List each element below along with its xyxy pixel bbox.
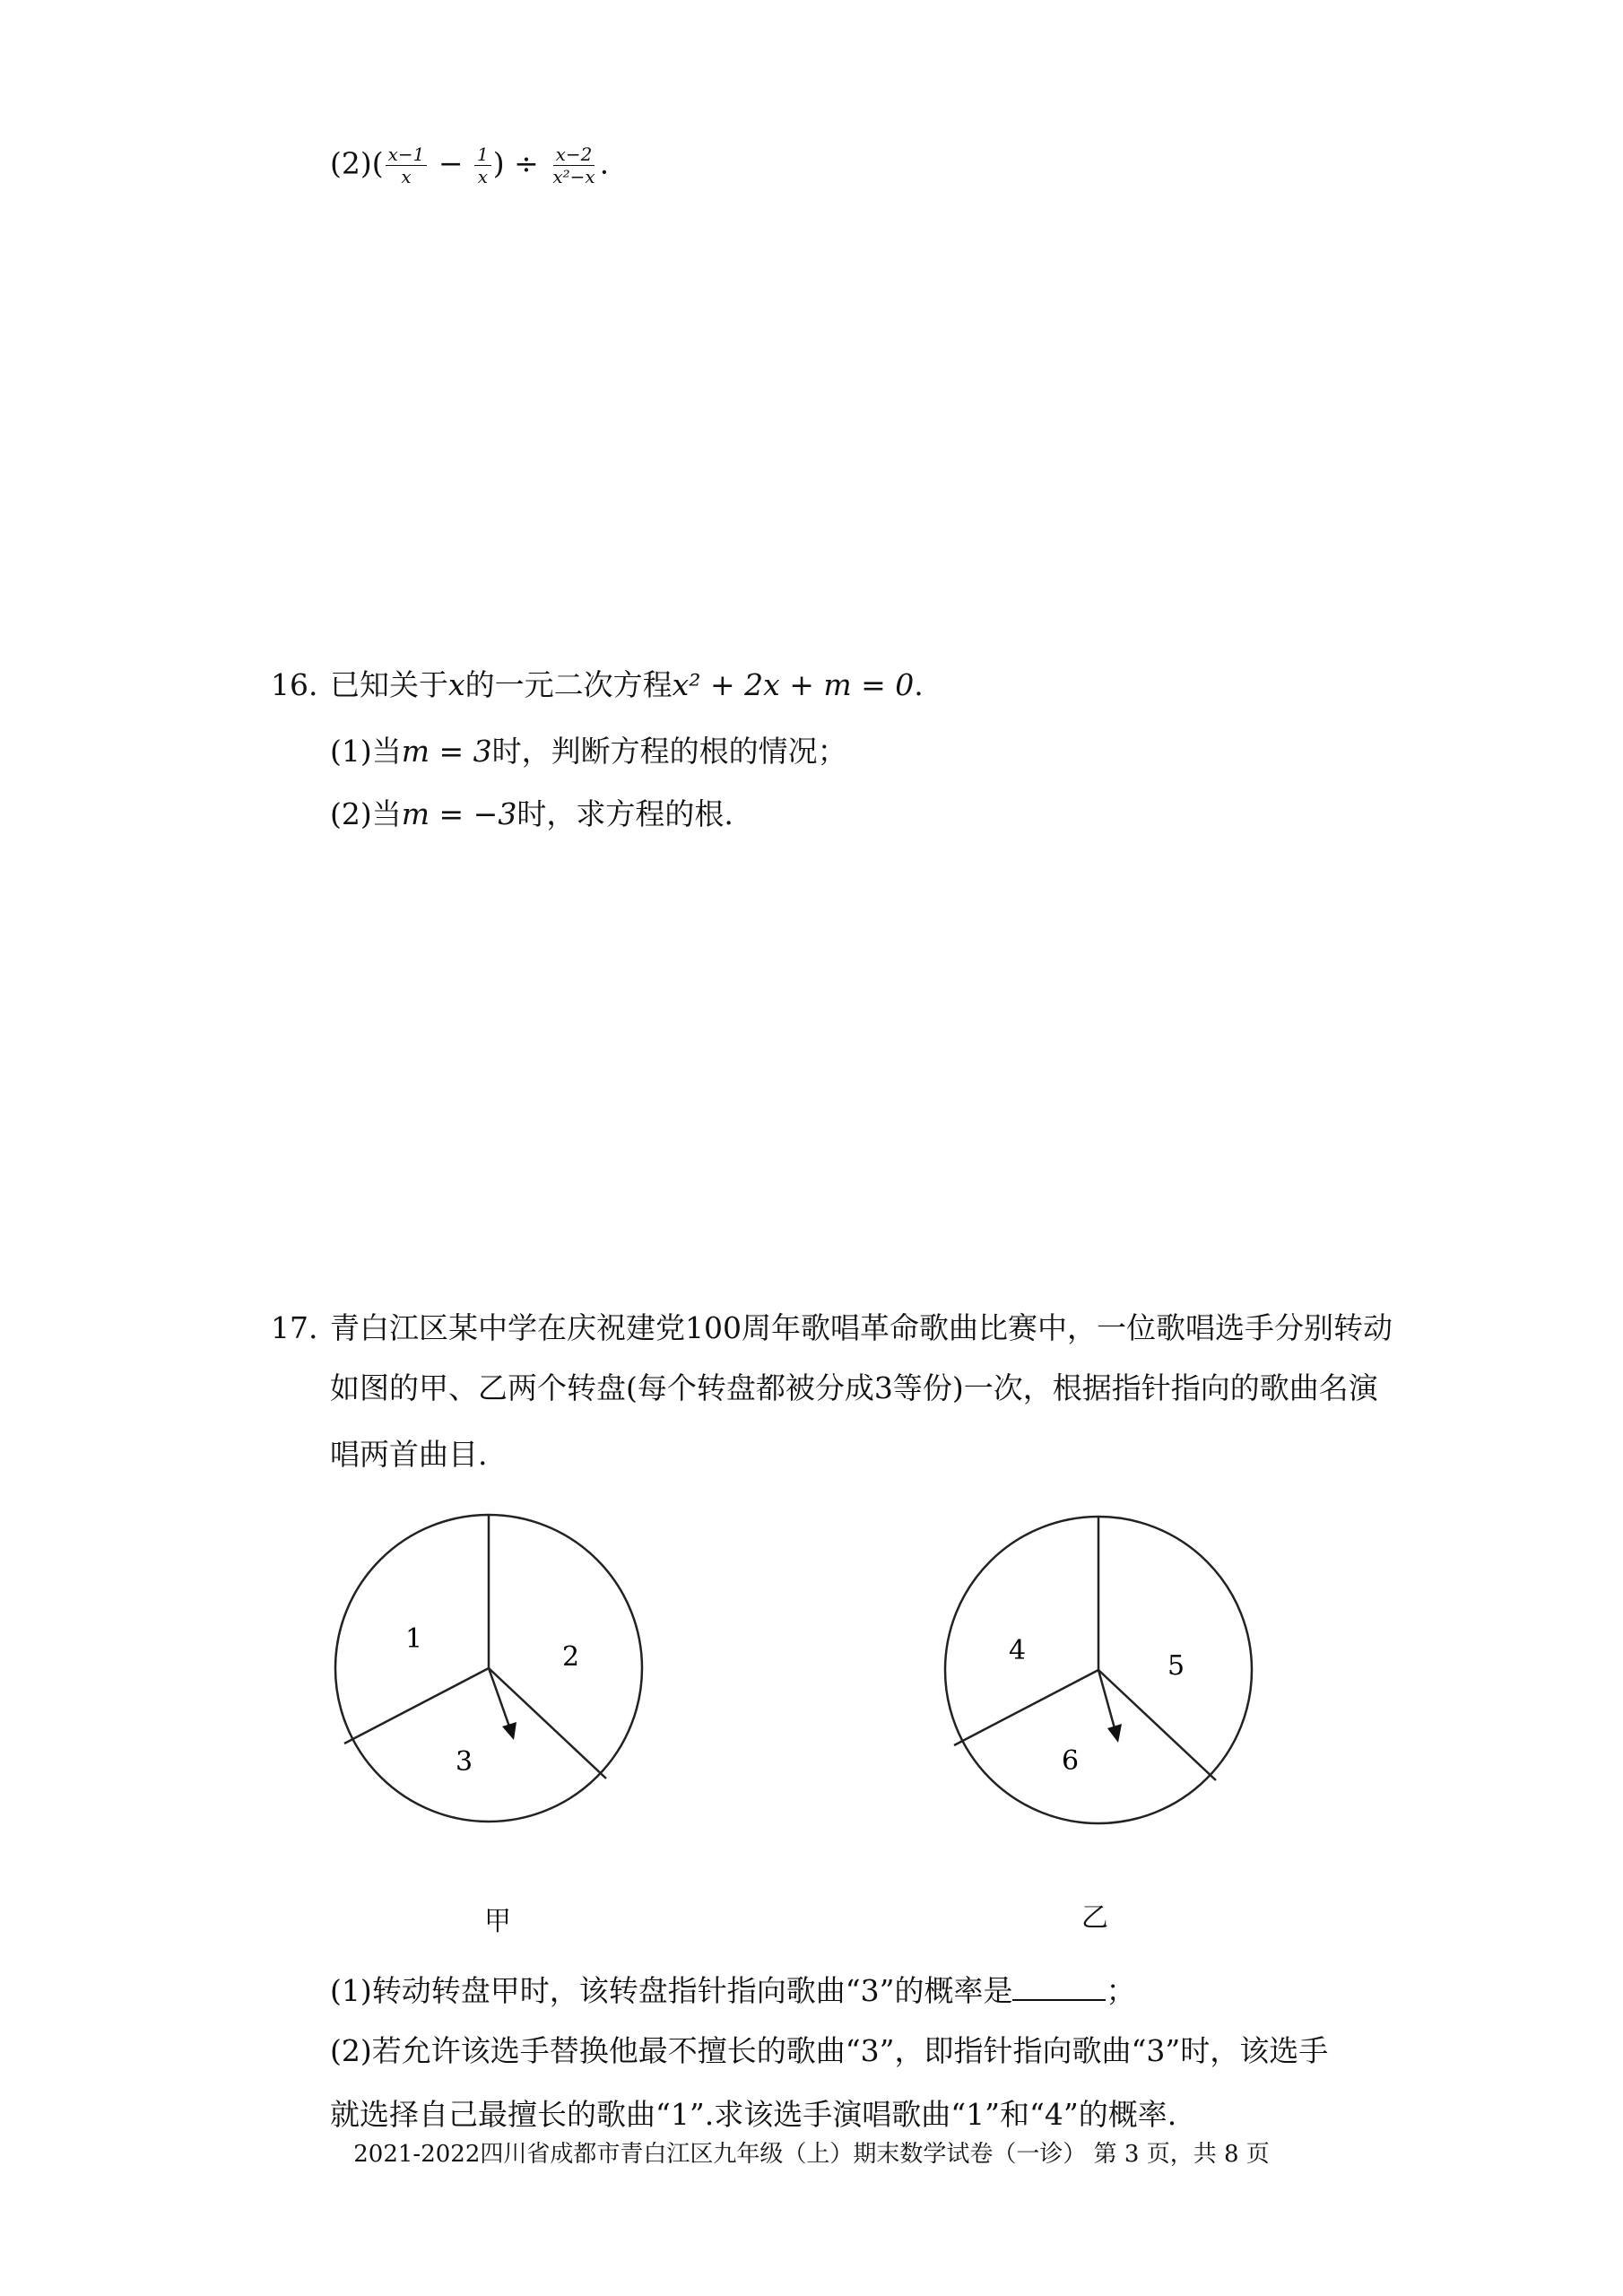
q15-paren-close: ): [492, 145, 505, 181]
q15-fraction-2: $\frac{1}{x}$: [474, 144, 491, 187]
q15-divide: ÷: [514, 145, 539, 181]
page-footer: 2021-2022四川省成都市青白江区九年级（上）期末数学试卷（一诊） 第 3 页，共 8 页: [353, 2141, 1270, 2168]
q16-part1-b: 时，判断方程的根的情况；: [491, 734, 847, 769]
spinner-yi: [942, 1513, 1255, 1827]
spinner-jia-divider: [489, 1668, 606, 1779]
q17-part1-b: ；: [1106, 1973, 1136, 2008]
q15-end: .: [599, 145, 610, 181]
spinner-yi-sector-label: 4: [1009, 1635, 1027, 1666]
q15-part2: [330, 144, 609, 187]
q16-stem: [330, 665, 924, 705]
q16-var-x: x: [448, 667, 465, 702]
q16-part2-b: 时，求方程的根.: [516, 796, 733, 831]
q16-part2-a: (2)当: [330, 796, 402, 831]
spinner-yi-sector-label: 5: [1167, 1650, 1185, 1682]
spinner-jia-sector-label: 1: [405, 1623, 423, 1655]
q16-part2-m: m = −3: [401, 796, 517, 831]
q17-part2-line1: (2)若允许该选手替换他最不擅长的歌曲“3”，即指针指向歌曲“3”时，该选手: [330, 2033, 1329, 2068]
spinner-yi-pointer-head: [1107, 1724, 1122, 1743]
q16-part1: [330, 732, 847, 771]
q17-number: 17.: [271, 1310, 318, 1345]
q16-part2: [330, 795, 733, 834]
spinner-yi-divider: [1098, 1670, 1216, 1780]
q16-part1-a: (1)当: [330, 734, 402, 769]
q17-stem-line1: 青白江区某中学在庆祝建党100周年歌唱革命歌曲比赛中，一位歌唱选手分别转动: [330, 1310, 1393, 1345]
q16-stem-a: 已知关于: [330, 667, 448, 702]
spinner-jia-divider: [344, 1668, 489, 1744]
q16-part1-m: m = 3: [401, 734, 492, 769]
q16-stem-end: .: [914, 667, 924, 702]
spinner-jia-sector-label: 3: [456, 1746, 473, 1778]
q16-number: 16.: [271, 667, 318, 702]
answer-blank[interactable]: [1012, 1972, 1106, 2001]
q17-stem-line3: 唱两首曲目.: [330, 1437, 488, 1472]
q15-paren-open: (: [371, 145, 384, 181]
q17-stem-line2: 如图的甲、乙两个转盘(每个转盘都被分成3等份)一次，根据指针指向的歌曲名演: [330, 1370, 1378, 1405]
spinner-jia-caption: 甲: [484, 1906, 511, 1937]
q17-part1-a: (1)转动转盘甲时，该转盘指针指向歌曲“3”的概率是: [330, 1973, 1013, 2008]
spinner-jia: [332, 1511, 646, 1825]
spinner-yi-caption: 乙: [1081, 1902, 1108, 1934]
q17-part2-line2: 就选择自己最擅长的歌曲“1”.求该选手演唱歌曲“1”和“4”的概率.: [330, 2097, 1177, 2132]
q16-equation: x² + 2x + m = 0: [672, 667, 915, 702]
spinner-jia-sector-label: 2: [562, 1641, 580, 1673]
spinner-yi-divider: [954, 1670, 1098, 1745]
q16-stem-b: 的一元二次方程: [464, 667, 673, 702]
spinner-jia-pointer-head: [502, 1722, 516, 1740]
q15-part2-label: (2): [330, 145, 372, 181]
q15-minus: −: [438, 145, 464, 181]
q15-fraction-1: $\frac{x-1}{x}$: [386, 144, 428, 187]
q15-fraction-3: $\frac{x-2}{\text{x²−x}}$: [552, 144, 595, 187]
q17-part1: [330, 1971, 1135, 2011]
spinner-yi-sector-label: 6: [1062, 1745, 1080, 1777]
